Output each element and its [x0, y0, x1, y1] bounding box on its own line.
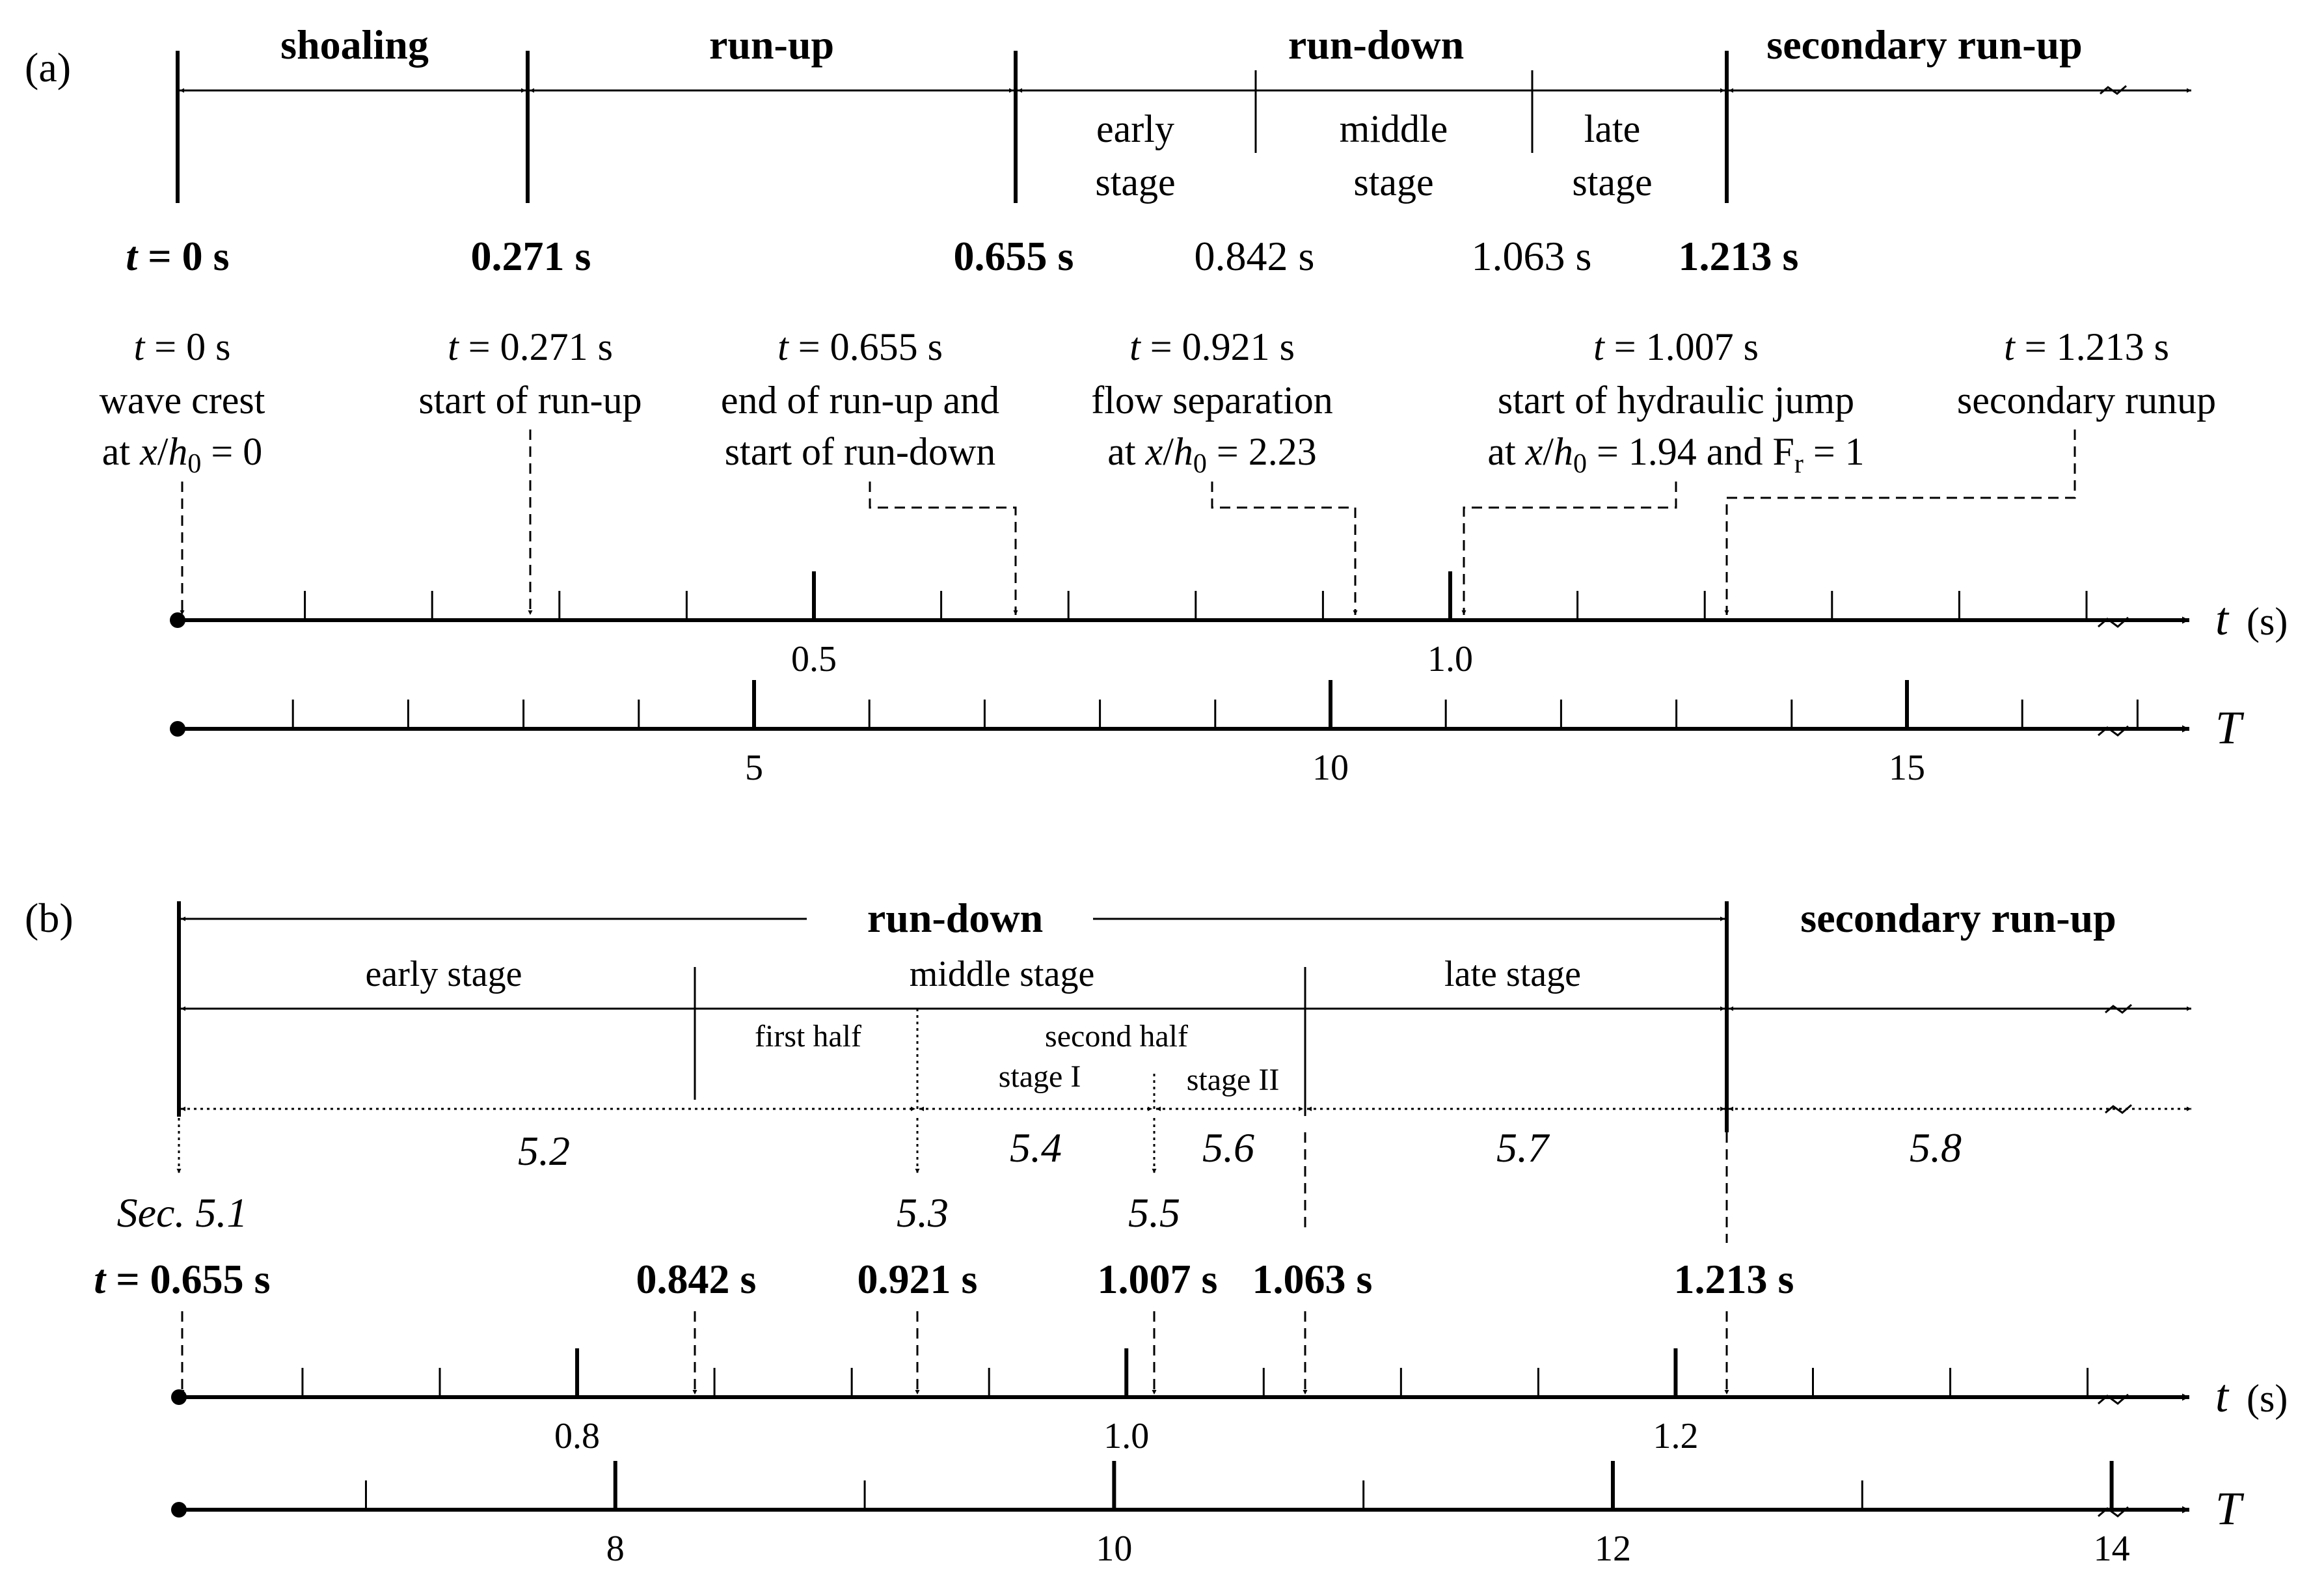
event-annotation — [1091, 325, 1333, 479]
axis-unit: (s) — [2247, 600, 2288, 643]
tick-label: 10 — [1096, 1529, 1133, 1569]
tick-label: 1.0 — [1427, 639, 1473, 679]
time-value: = 0.655 s — [105, 1256, 271, 1302]
boundary-time: 0.842 s — [1194, 233, 1315, 279]
event-text: start of run-down — [724, 430, 996, 473]
tick-label: 10 — [1312, 748, 1349, 788]
time-symbol: t — [126, 233, 138, 279]
time-symbol: t — [94, 1256, 106, 1302]
time-value: = 0.921 s — [1140, 325, 1295, 368]
boundary-time: 1.063 s — [1471, 233, 1592, 279]
panel-b — [25, 895, 2324, 1569]
axis-label: t — [2215, 593, 2229, 645]
tick-label: 5 — [745, 748, 763, 788]
axis-label: T — [2215, 1482, 2242, 1534]
section-label: 5.6 — [1202, 1124, 1254, 1171]
panel-a-t-axis — [170, 571, 2288, 679]
event-text: start of run-up — [418, 379, 642, 422]
panel-b-label: (b) — [25, 895, 74, 941]
boundary-time: 0.842 s — [636, 1256, 757, 1302]
boundary-time: 1.213 s — [1678, 233, 1799, 279]
event-text: at $x/h_0 = 1.94$ and $F_r = 1$ — [1487, 430, 1865, 479]
axis-unit: (s) — [2247, 1377, 2288, 1420]
substage-late-line1: late — [1584, 107, 1641, 150]
event-leader-arrow — [1212, 482, 1355, 615]
event-annotation — [1487, 325, 1864, 479]
time-value: = 0 s — [144, 325, 231, 368]
axis-break-icon — [2100, 86, 2126, 94]
phase-label-run-up: run-up — [709, 21, 835, 68]
phase-label-run-down: run-down — [867, 895, 1044, 941]
phase-label-secondary-run-up: secondary run-up — [1766, 21, 2083, 68]
time-value: = 0.655 s — [788, 325, 943, 368]
boundary-time-t0 — [126, 233, 229, 279]
section-marker-label: 5.5 — [1128, 1190, 1180, 1236]
tick-label: 1.0 — [1103, 1416, 1150, 1456]
panel-a-T-axis — [170, 680, 2245, 788]
event-text: wave crest — [99, 379, 265, 422]
boundary-time: 1.213 s — [1673, 1256, 1794, 1302]
event-leader-arrow — [1464, 482, 1676, 615]
event-annotation — [1957, 325, 2216, 422]
event-text: secondary runup — [1956, 379, 2217, 422]
event-text: at $x/h_0 = 2.23$ — [1107, 430, 1317, 479]
boundary-time-t0 — [94, 1256, 270, 1302]
phase-label-shoaling: shoaling — [280, 21, 429, 68]
axis-break-icon — [2105, 1005, 2131, 1013]
axis-label: t — [2215, 1370, 2229, 1422]
tick-label: 15 — [1889, 748, 1925, 788]
section-marker-label: Sec. 5.1 — [116, 1190, 248, 1236]
phase-label-run-down: run-down — [1288, 21, 1465, 68]
time-symbol: t — [133, 325, 145, 368]
substage-early-line1: early — [1096, 107, 1174, 150]
event-time — [448, 325, 613, 368]
event-time — [2004, 325, 2169, 368]
time-symbol: t — [1129, 325, 1141, 368]
stage-label-late: late stage — [1444, 954, 1581, 994]
substage-early-line2: stage — [1095, 161, 1176, 204]
boundary-time: 1.063 s — [1252, 1256, 1373, 1302]
boundary-time: 1.007 s — [1097, 1256, 1218, 1302]
axis-label: T — [2215, 701, 2242, 754]
time-value: = 1.213 s — [2014, 325, 2169, 368]
panel-a-label: (a) — [25, 44, 72, 90]
tick-label: 14 — [2093, 1529, 2130, 1569]
section-marker-label: 5.3 — [897, 1190, 949, 1236]
panel-a-phase-header — [178, 51, 2191, 203]
event-annotation — [721, 325, 999, 473]
panel-b-t-axis — [171, 1348, 2288, 1456]
boundary-time: 0.921 s — [857, 1256, 978, 1302]
panel-b-T-axis — [171, 1461, 2324, 1569]
event-text: flow separation — [1091, 379, 1333, 422]
substage-middle-line1: middle — [1339, 107, 1448, 150]
time-value: = 0.271 s — [458, 325, 613, 368]
tick-label: 12 — [1594, 1529, 1631, 1569]
tick-label: 1.2 — [1653, 1416, 1699, 1456]
tick-label: 0.8 — [554, 1416, 601, 1456]
boundary-time: 0.655 s — [953, 233, 1074, 279]
substage-middle-line2: stage — [1353, 161, 1434, 204]
event-annotation — [418, 325, 642, 422]
section-label: 5.2 — [518, 1128, 570, 1174]
time-symbol: t — [2004, 325, 2015, 368]
time-value: = 1.007 s — [1604, 325, 1759, 368]
panel-a — [25, 21, 2288, 788]
half-label-second: second half — [1045, 1019, 1188, 1054]
substage-label-stage-2: stage II — [1186, 1063, 1280, 1097]
phase-label-secondary-run-up: secondary run-up — [1800, 895, 2116, 941]
event-time — [1129, 325, 1295, 368]
event-time — [1593, 325, 1759, 368]
event-text: at $x/h_0 = 0$ — [101, 430, 263, 479]
tick-label: 8 — [606, 1529, 625, 1569]
stage-label-middle: middle stage — [909, 954, 1095, 994]
event-text: start of hydraulic jump — [1497, 379, 1855, 422]
section-label: 5.4 — [1010, 1124, 1062, 1171]
event-leader-arrow — [870, 482, 1016, 615]
substage-label-stage-1: stage I — [998, 1059, 1081, 1094]
stage-label-early: early stage — [365, 954, 522, 994]
section-spans — [179, 1109, 2191, 1173]
half-label-first: first half — [755, 1019, 861, 1054]
time-symbol: t — [1593, 325, 1604, 368]
tick-label: 0.5 — [791, 639, 837, 679]
time-symbol: t — [448, 325, 459, 368]
axis-break-icon — [2105, 1105, 2131, 1113]
time-symbol: t — [777, 325, 789, 368]
time-value: = 0 s — [137, 233, 230, 279]
event-time — [777, 325, 943, 368]
event-annotation — [100, 325, 265, 479]
section-label: 5.7 — [1496, 1124, 1548, 1171]
event-time — [134, 325, 231, 368]
substage-late-line2: stage — [1572, 161, 1653, 204]
section-label: 5.8 — [1910, 1124, 1962, 1171]
event-text: end of run-up and — [720, 379, 1000, 422]
boundary-time: 0.271 s — [470, 233, 591, 279]
